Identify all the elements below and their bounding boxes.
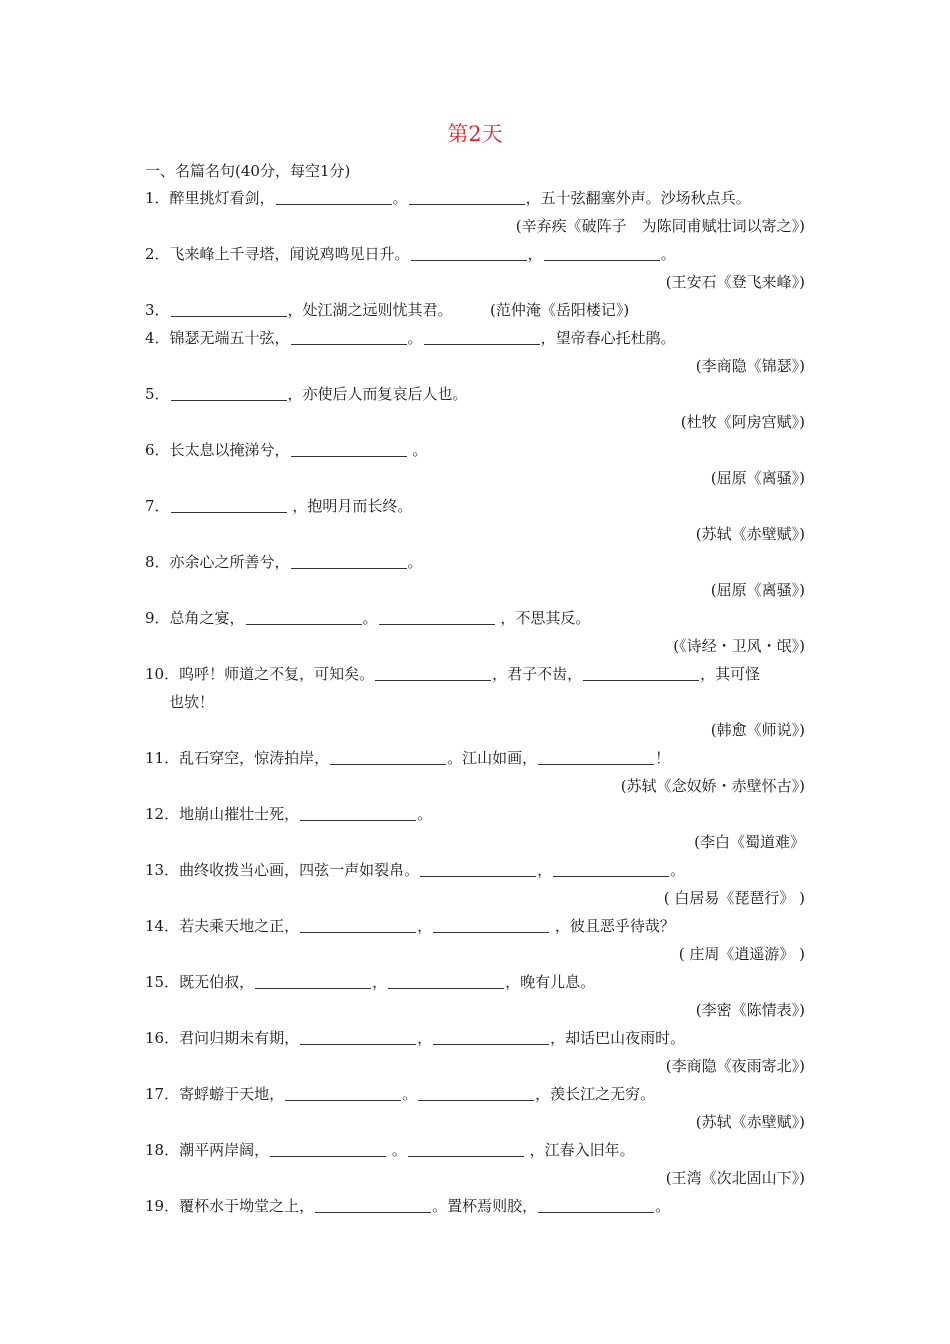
source-citation: (屈原《离骚》) [710,469,805,487]
question-text: 。 [387,1141,407,1159]
answer-blank[interactable] [330,748,446,765]
question-2 [145,243,805,265]
question-text: ，其可怪 [700,665,761,683]
section-heading: 一、名篇名句(40分，每空1分) [145,162,351,180]
answer-blank[interactable] [418,1084,534,1101]
answer-blank[interactable] [420,860,536,877]
question-8 [145,551,805,573]
answer-blank[interactable] [408,1140,524,1157]
question-14 [145,915,805,937]
source-citation: (苏轼《赤壁赋》) [695,1113,805,1131]
question-text: ，处江湖之远则忧其君。 (范仲淹《岳阳楼记》) [287,301,630,319]
question-7 [145,495,805,517]
question-text: ，君子不齿， [492,665,583,683]
answer-blank[interactable] [285,1084,401,1101]
question-5 [145,383,805,405]
question-15 [145,971,805,993]
question-text: 4．锦瑟无端五十弦， [145,329,290,347]
source-citation: (苏轼《赤壁赋》) [695,525,805,543]
answer-blank[interactable] [379,608,495,625]
source-citation: (《诗经・卫风・氓》) [673,637,805,655]
question-text: ！ [655,749,671,767]
question-text: 7． [145,497,170,515]
source-citation: ( 庄周《逍遥游》 ) [678,945,805,963]
answer-blank[interactable] [300,804,416,821]
question-9 [145,607,805,629]
question-text: ，望帝春心托杜鹃。 [540,329,676,347]
question-text: 18．潮平两岸阔， [145,1141,270,1159]
source-citation: ( 白居易《琵琶行》 ) [663,889,805,907]
source-citation: (李商隐《夜雨寄北》) [665,1057,805,1075]
source-citation: (李密《陈情表》) [695,1001,805,1019]
question-text: ，抱明月而长终。 [287,497,413,515]
answer-blank[interactable] [300,1028,416,1045]
answer-blank[interactable] [411,244,527,261]
answer-blank[interactable] [388,972,504,989]
source-citation: (屈原《离骚》) [710,581,805,599]
answer-blank[interactable] [291,552,407,569]
source-citation: (王安石《登飞来峰》) [665,273,805,291]
question-continuation: 也欤！ [169,693,215,711]
source-citation: (韩愈《师说》) [710,721,805,739]
question-text: 。 [407,329,423,347]
question-text: 6．长太息以掩涕兮， [145,441,290,459]
question-text: 3． [145,301,170,319]
answer-blank[interactable] [544,244,660,261]
question-text: 13．曲终收拨当心画，四弦一声如裂帛。 [145,861,420,879]
answer-blank[interactable] [270,1140,386,1157]
question-text: 16．君问归期未有期， [145,1029,300,1047]
question-text: 8．亦余心之所善兮， [145,553,290,571]
question-text: ， [372,973,388,991]
question-text: 17．寄蜉蝣于天地， [145,1085,285,1103]
answer-blank[interactable] [276,188,392,205]
question-text: ，彼且恶乎待哉？ [550,917,675,935]
source-citation: (李白《蜀道难》 [694,833,805,851]
question-text: 14．若夫乘天地之正， [145,917,300,935]
answer-blank[interactable] [246,608,362,625]
answer-blank[interactable] [291,440,407,457]
question-text: ， [417,917,433,935]
question-text: 10．呜呼！师道之不复，可知矣。 [145,665,375,683]
question-text: 5． [145,385,170,403]
question-17 [145,1083,805,1105]
source-citation: (李商隐《锦瑟》) [695,357,805,375]
question-4 [145,327,805,349]
question-text: 。 [670,861,686,879]
answer-blank[interactable] [171,384,287,401]
answer-blank[interactable] [538,748,654,765]
answer-blank[interactable] [375,664,491,681]
question-text: 。 [392,189,408,207]
question-text: 。 [402,1085,418,1103]
answer-blank[interactable] [171,300,287,317]
question-text: ， [527,245,543,263]
answer-blank[interactable] [424,328,540,345]
question-text: ，羡长江之无穷。 [535,1085,656,1103]
question-text: ，不思其反。 [495,609,591,627]
question-6 [145,439,805,461]
question-text: 19．覆杯水于坳堂之上， [145,1197,315,1215]
question-text: ，五十弦翻塞外声。沙场秋点兵。 [525,189,751,207]
question-10 [145,663,805,685]
answer-blank[interactable] [171,496,287,513]
question-1 [145,187,805,209]
answer-blank[interactable] [409,188,525,205]
question-text: 。 [655,1197,671,1215]
answer-blank[interactable] [433,1028,549,1045]
source-citation: (辛弃疾《破阵子 为陈同甫赋壮词以寄之》) [515,217,805,235]
question-text: 。 [362,609,378,627]
answer-blank[interactable] [255,972,371,989]
answer-blank[interactable] [300,916,416,933]
question-text: 11．乱石穿空，惊涛拍岸， [145,749,330,767]
question-text: 2．飞来峰上千寻塔，闻说鸡鸣见日升。 [145,245,410,263]
source-citation: (王湾《次北固山下》) [665,1169,805,1187]
question-text: ，亦使后人而复哀后人也。 [287,385,468,403]
question-11 [145,747,805,769]
answer-blank[interactable] [291,328,407,345]
question-text: 。 [407,441,428,459]
source-citation: (苏轼《念奴娇・赤壁怀古》) [620,777,805,795]
question-text: 。 [660,245,676,263]
question-text: ，晚有儿息。 [505,973,596,991]
question-12 [145,803,805,825]
page-title: 第2天 [447,122,503,146]
question-text: 。 [417,805,433,823]
question-16 [145,1027,805,1049]
answer-blank[interactable] [433,916,549,933]
question-13 [145,859,805,881]
question-text: ， [537,861,553,879]
question-18 [145,1139,805,1161]
question-text: 。置杯焉则胶， [432,1197,538,1215]
question-3 [145,299,805,321]
question-text: 12．地崩山摧壮士死， [145,805,300,823]
source-citation: (杜牧《阿房宫赋》) [680,413,805,431]
answer-blank[interactable] [315,1196,431,1213]
question-text: 。江山如画， [447,749,538,767]
question-text: 1．醉里挑灯看剑， [145,189,275,207]
question-text: 9．总角之宴， [145,609,245,627]
question-text: ，江春入旧年。 [524,1141,635,1159]
answer-blank[interactable] [583,664,699,681]
question-text: ，却话巴山夜雨时。 [550,1029,686,1047]
question-text: ， [417,1029,433,1047]
answer-blank[interactable] [553,860,669,877]
answer-blank[interactable] [538,1196,654,1213]
question-text: 15．既无伯叔， [145,973,255,991]
question-19 [145,1195,805,1217]
question-text: 。 [407,553,423,571]
